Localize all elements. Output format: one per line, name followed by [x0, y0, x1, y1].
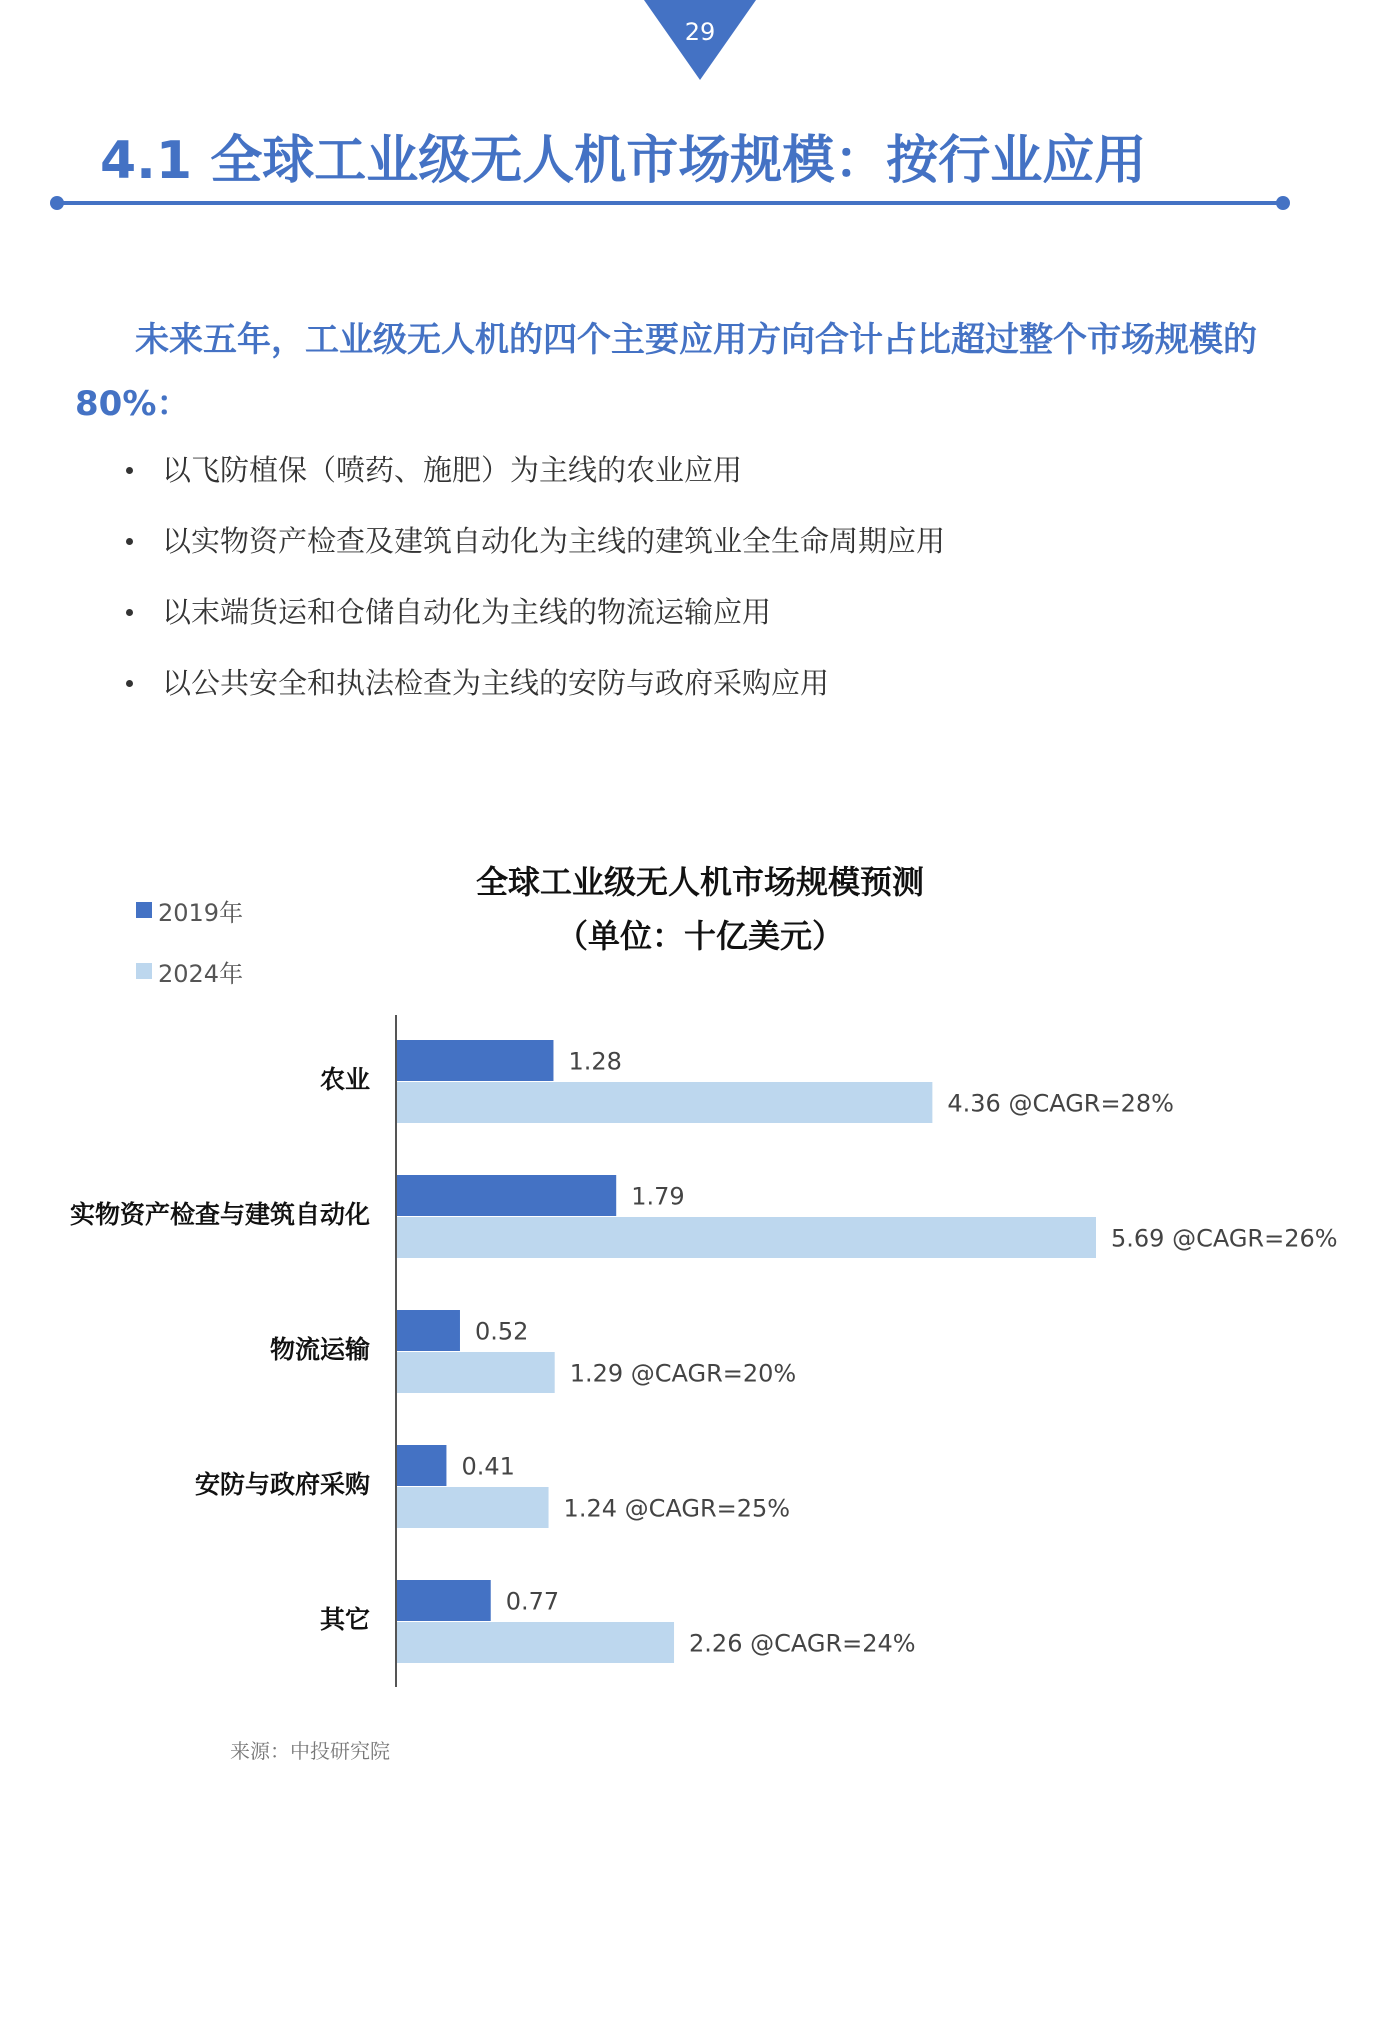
data-label: 1.79	[631, 1182, 685, 1211]
page-number: 29	[684, 18, 716, 46]
source-note: 来源：中投研究院	[230, 1739, 390, 1763]
bar-2019	[396, 1580, 491, 1621]
bullet-item: 以公共安全和执法检查为主线的安防与政府采购应用	[120, 663, 1270, 734]
bar-2019	[396, 1445, 446, 1486]
data-label: 0.77	[505, 1587, 560, 1616]
category-label: 实物资产检查与建筑自动化	[69, 1200, 370, 1229]
data-label: 0.41	[461, 1452, 515, 1481]
data-label: 1.28	[568, 1047, 622, 1076]
data-label: 0.52	[474, 1317, 529, 1346]
data-label: 4.36 @CAGR=28%	[947, 1089, 1174, 1118]
category-label: 物流运输	[269, 1335, 370, 1364]
legend-item-2024: 2024年	[136, 955, 243, 987]
bar-2024	[396, 1622, 674, 1663]
lead-paragraph: 未来五年，工业级无人机的四个主要应用方向合计占比超过整个市场规模的80%：	[75, 320, 1257, 424]
data-label: 1.24 @CAGR=25%	[563, 1494, 791, 1523]
bullet-item: 以飞防植保（喷药、施肥）为主线的农业应用	[120, 450, 1270, 521]
chart-title: 全球工业级无人机市场规模预测	[475, 863, 924, 901]
bar-2019	[396, 1175, 616, 1216]
bullet-item: 以实物资产检查及建筑自动化为主线的建筑业全生命周期应用	[120, 521, 1270, 592]
section-title: 4.1 全球工业级无人机市场规模：按行业应用	[100, 131, 1147, 191]
legend-item-2019: 2019年	[136, 894, 243, 926]
bar-2019	[396, 1310, 460, 1351]
data-label: 2.26 @CAGR=24%	[689, 1629, 916, 1658]
category-label: 农业	[319, 1065, 370, 1094]
data-label: 5.69 @CAGR=26%	[1111, 1224, 1338, 1253]
category-label: 其它	[319, 1605, 370, 1634]
bar-2024	[396, 1082, 932, 1123]
bar-2024	[396, 1217, 1096, 1258]
bar-2024	[396, 1487, 549, 1528]
data-label: 1.29 @CAGR=20%	[569, 1359, 797, 1388]
bar-2019	[396, 1040, 553, 1081]
chart-subtitle: （单位：十亿美元）	[555, 917, 844, 955]
bullet-item: 以末端货运和仓储自动化为主线的物流运输应用	[120, 592, 1270, 663]
category-label: 安防与政府采购	[194, 1470, 370, 1499]
bar-2024	[396, 1352, 555, 1393]
